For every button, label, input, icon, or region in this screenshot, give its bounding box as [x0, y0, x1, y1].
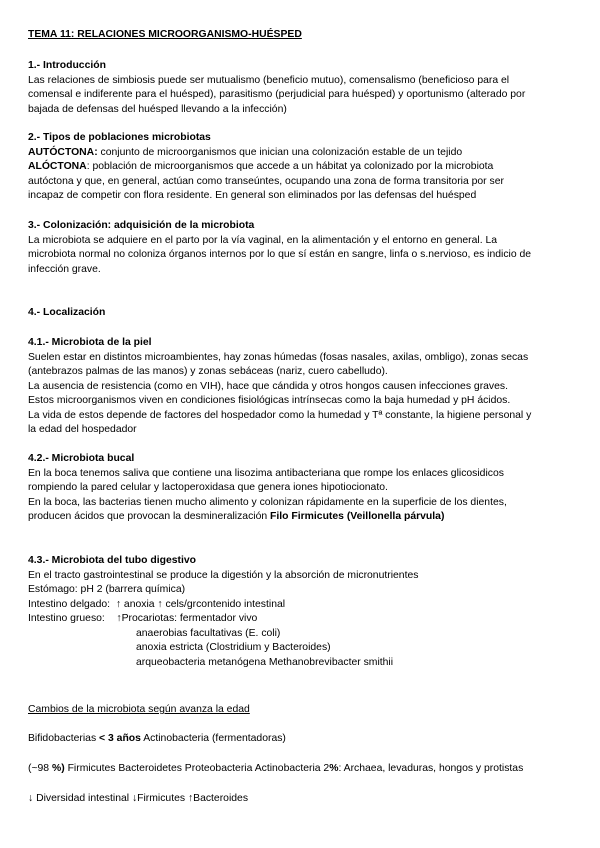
- section-tipos-poblaciones: [28, 131, 576, 204]
- text-segment-bold: %: [329, 763, 339, 774]
- highlight-firmicutes: Filo Firmicutes (Veillonella párvula): [270, 511, 445, 522]
- definition-text: : población de microorganismos que accede a un hábitat ya colonizado por la microbiota: [86, 161, 494, 172]
- row-value: ↑Procariotas: fermentador vivo: [116, 613, 258, 624]
- section-heading: 3.- Colonización: adquisición de la microbiota: [28, 220, 255, 231]
- definition-autoctona: [28, 146, 576, 161]
- text-segment-bold: %): [51, 763, 65, 774]
- row-value: ↑ anoxia ↑ cels/grcontenido intestinal: [115, 598, 286, 610]
- paragraph-text: producen ácidos que provocan la desmineralización: [28, 511, 271, 522]
- section-heading: 1.- Introducción: [28, 60, 106, 71]
- cambios-line-bifidobacterias: [28, 732, 576, 747]
- section-tubo-digestivo: [28, 554, 576, 670]
- section-heading: 4.1.- Microbiota de la piel: [28, 337, 152, 348]
- paragraph-line: incapaz de competir con flora residente. En general son eliminados por las defensas del huésped: [28, 190, 477, 201]
- cambios-heading: Cambios de la microbiota según avanza la edad: [28, 704, 250, 715]
- paragraph-line: La microbiota se adquiere en el parto por la vía vaginal, en la alimentación y el entorno en general. La: [28, 234, 498, 246]
- intestino-grueso-row: [28, 612, 576, 627]
- section-microbiota-piel: [28, 336, 576, 438]
- paragraph-line: En el tracto gastrointestinal se produce la digestión y la absorción de micronutrientes: [28, 569, 419, 581]
- paragraph-line: Estos microorganismos viven en condiciones fisiológicas intrínsecas como la baja humedad y pH ácidos.: [28, 395, 511, 406]
- section-heading: 2.- Tipos de poblaciones microbiotas: [28, 132, 211, 143]
- paragraph-line: [28, 510, 576, 525]
- paragraph-line: La ausencia de resistencia (como en VIH), hace que cándida y otros hongos causen infecciones graves.: [28, 380, 508, 392]
- paragraph-line: bajada de defensas del huésped llevando a la infección): [28, 103, 287, 115]
- paragraph-line: rompiendo la pared celular y lactoperoxidasa que genera iones hipotiocionato.: [28, 482, 388, 493]
- sublist-line: anaerobias facultativas (E. coli): [136, 627, 281, 639]
- text-segment: Bifidobacterias: [28, 733, 100, 744]
- row-label: Intestino delgado:: [28, 598, 111, 610]
- text-segment: : Archaea, levaduras, hongos y protistas: [338, 763, 524, 774]
- section-introduccion: [28, 59, 576, 117]
- text-segment-bold: < 3 años: [99, 733, 141, 744]
- paragraph-line: Suelen estar en distintos microambientes, hay zonas húmedas (fosas nasales, axilas, ombligo), zonas secas: [28, 351, 529, 363]
- section-heading: 4.3.- Microbiota del tubo digestivo: [28, 555, 196, 566]
- row-label: Intestino grueso:: [28, 613, 105, 624]
- paragraph-line: infección grave.: [28, 263, 101, 275]
- paragraph-line: En la boca tenemos saliva que contiene una lisozima antibacteriana que rompe los enlaces glicosidicos: [28, 467, 504, 479]
- definition-aloctona: [28, 160, 576, 175]
- section-microbiota-bucal: [28, 452, 576, 525]
- intestino-delgado-row: [28, 598, 576, 613]
- paragraph-line: (antebrazos palmas de las manos) y zonas sebáceas (nariz, cuero cabelludo).: [28, 366, 388, 377]
- sublist-line: anoxia estricta (Clostridium y Bacteroides): [136, 642, 331, 653]
- section-colonizacion: [28, 219, 576, 277]
- section-heading: 4.2.- Microbiota bucal: [28, 453, 135, 464]
- sublist-line: arqueobacteria metanógena Methanobrevibacter smithii: [136, 656, 394, 668]
- definition-text: conjunto de microorganismos que inician una colonización estable de un tejido: [97, 146, 463, 158]
- cambios-line-diversidad: ↓ Diversidad intestinal ↓Firmicutes ↑Bacteroides: [28, 793, 249, 804]
- text-segment: Actinobacteria (fermentadoras): [140, 733, 286, 744]
- section-heading-localizacion: 4.- Localización: [28, 307, 106, 318]
- text-segment: (~98: [28, 763, 52, 774]
- text-segment: Firmicutes Bacteroidetes Proteobacteria Actinobacteria 2: [64, 763, 330, 774]
- document-title: TEMA 11: RELACIONES MICROORGANISMO-HUÉSPED: [28, 29, 302, 40]
- cambios-line-adulto: [28, 762, 576, 777]
- term-aloctona: ALÓCTONA: [28, 161, 87, 172]
- paragraph-line: comensal e indiferente para el huésped), parasitismo (perjudicial para huésped) y oportunismo (alterado por: [28, 89, 526, 100]
- paragraph-line: La vida de estos depende de factores del hospedador como la humedad y Tª constante, la higiene personal y: [28, 409, 532, 421]
- term-autoctona: AUTÓCTONA:: [28, 146, 98, 158]
- paragraph-line: Estómago: pH 2 (barrera química): [28, 584, 186, 595]
- paragraph-line: En la boca, las bacterias tienen mucho alimento y colonizan rápidamente en la superficie de los dientes,: [28, 496, 507, 508]
- paragraph-line: autóctona y que, en general, actúan como transeúntes, ocupando una zona de forma transitoria por ser: [28, 175, 504, 187]
- paragraph-line: microbiota normal no coloniza órganos internos por lo que sí están en sangre, linfa o s.nervioso, es indicio de: [28, 249, 532, 260]
- paragraph-line: Las relaciones de simbiosis puede ser mutualismo (beneficio mutuo), comensalismo (beneficioso para el: [28, 74, 510, 86]
- paragraph-line: la edad del hospedador: [28, 424, 137, 435]
